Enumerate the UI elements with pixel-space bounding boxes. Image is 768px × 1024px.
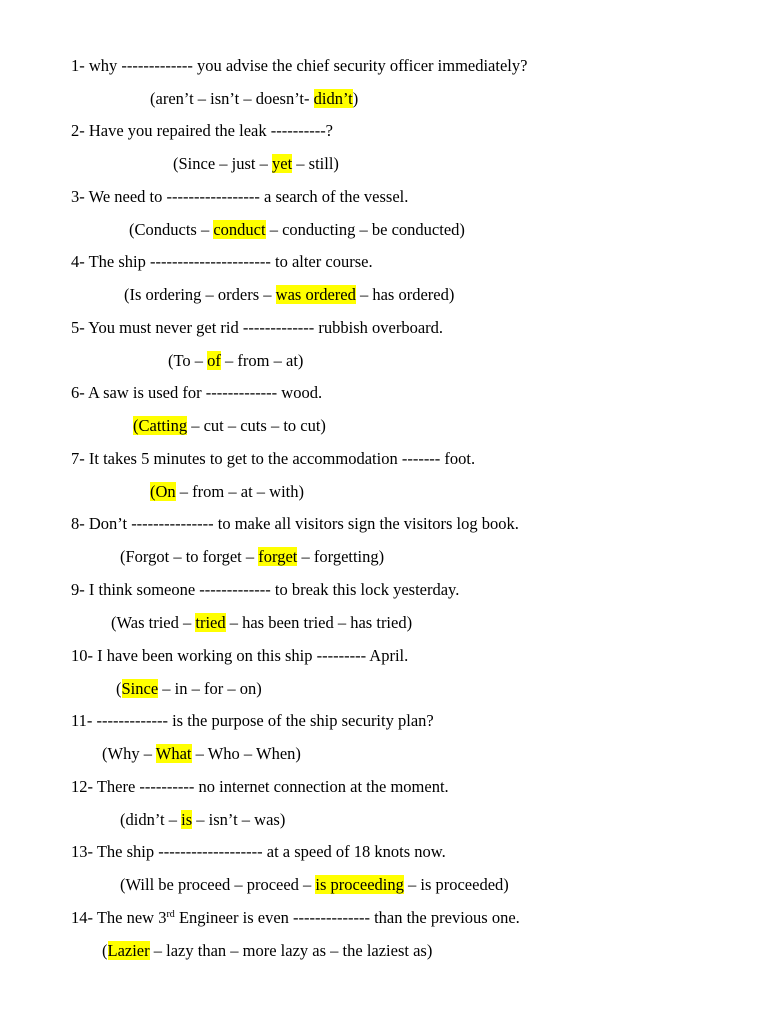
options-7: (On – from – at – with) [150, 482, 304, 501]
answer-highlight: conduct [213, 220, 266, 239]
options-2: (Since – just – yet – still) [173, 154, 339, 173]
question-1: 1- why ------------- you advise the chief security officer immediately? [71, 56, 528, 75]
question-3: 3- We need to ----------------- a search of the vessel. [71, 187, 409, 206]
question-14: 14- The new 3rd Engineer is even -------------- than the previous one. [71, 908, 520, 927]
answer-highlight: of [207, 351, 221, 370]
options-13: (Will be proceed – proceed – is proceeding – is proceeded) [120, 875, 509, 894]
question-10: 10- I have been working on this ship --------- April. [71, 646, 409, 665]
options-3: (Conducts – conduct – conducting – be conducted) [129, 220, 465, 239]
options-11: (Why – What – Who – When) [102, 744, 301, 763]
options-12: (didn’t – is – isn’t – was) [120, 810, 286, 829]
answer-highlight: is [181, 810, 193, 829]
question-5: 5- You must never get rid ------------- rubbish overboard. [71, 318, 444, 337]
question-8: 8- Don’t --------------- to make all visitors sign the visitors log book. [71, 514, 519, 533]
answer-highlight: (On [150, 482, 176, 501]
answer-highlight: (Catting [133, 416, 188, 435]
question-12: 12- There ---------- no internet connection at the moment. [71, 777, 449, 796]
answer-highlight: tried [195, 613, 226, 632]
question-11: 11- ------------- is the purpose of the ship security plan? [71, 711, 434, 730]
answer-highlight: Lazier [107, 941, 150, 960]
question-9: 9- I think someone ------------- to break this lock yesterday. [71, 580, 460, 599]
ordinal-suffix: rd [166, 909, 175, 920]
answer-highlight: is proceeding [315, 875, 404, 894]
answer-highlight: What [155, 744, 192, 763]
options-8: (Forgot – to forget – forget – forgetting) [120, 547, 385, 566]
question-6: 6- A saw is used for ------------- wood. [71, 383, 323, 402]
options-10: (Since – in – for – on) [116, 679, 262, 698]
options-4: (Is ordering – orders – was ordered – has ordered) [124, 285, 455, 304]
answer-highlight: didn’t [313, 89, 353, 108]
options-9: (Was tried – tried – has been tried – has tried) [111, 613, 413, 632]
answer-highlight: yet [272, 154, 293, 173]
question-13: 13- The ship ------------------- at a speed of 18 knots now. [71, 842, 446, 861]
options-1: (aren’t – isn’t – doesn’t- didn’t) [150, 89, 359, 108]
options-14: (Lazier – lazy than – more lazy as – the laziest as) [102, 941, 433, 960]
answer-highlight: was ordered [275, 285, 356, 304]
question-2: 2- Have you repaired the leak ----------? [71, 121, 334, 140]
question-7: 7- It takes 5 minutes to get to the accommodation ------- foot. [71, 449, 476, 468]
options-5: (To – of – from – at) [168, 351, 304, 370]
answer-highlight: forget [258, 547, 298, 566]
answer-highlight: Since [121, 679, 159, 698]
options-6: (Catting – cut – cuts – to cut) [133, 416, 326, 435]
question-4: 4- The ship ---------------------- to alter course. [71, 252, 373, 271]
